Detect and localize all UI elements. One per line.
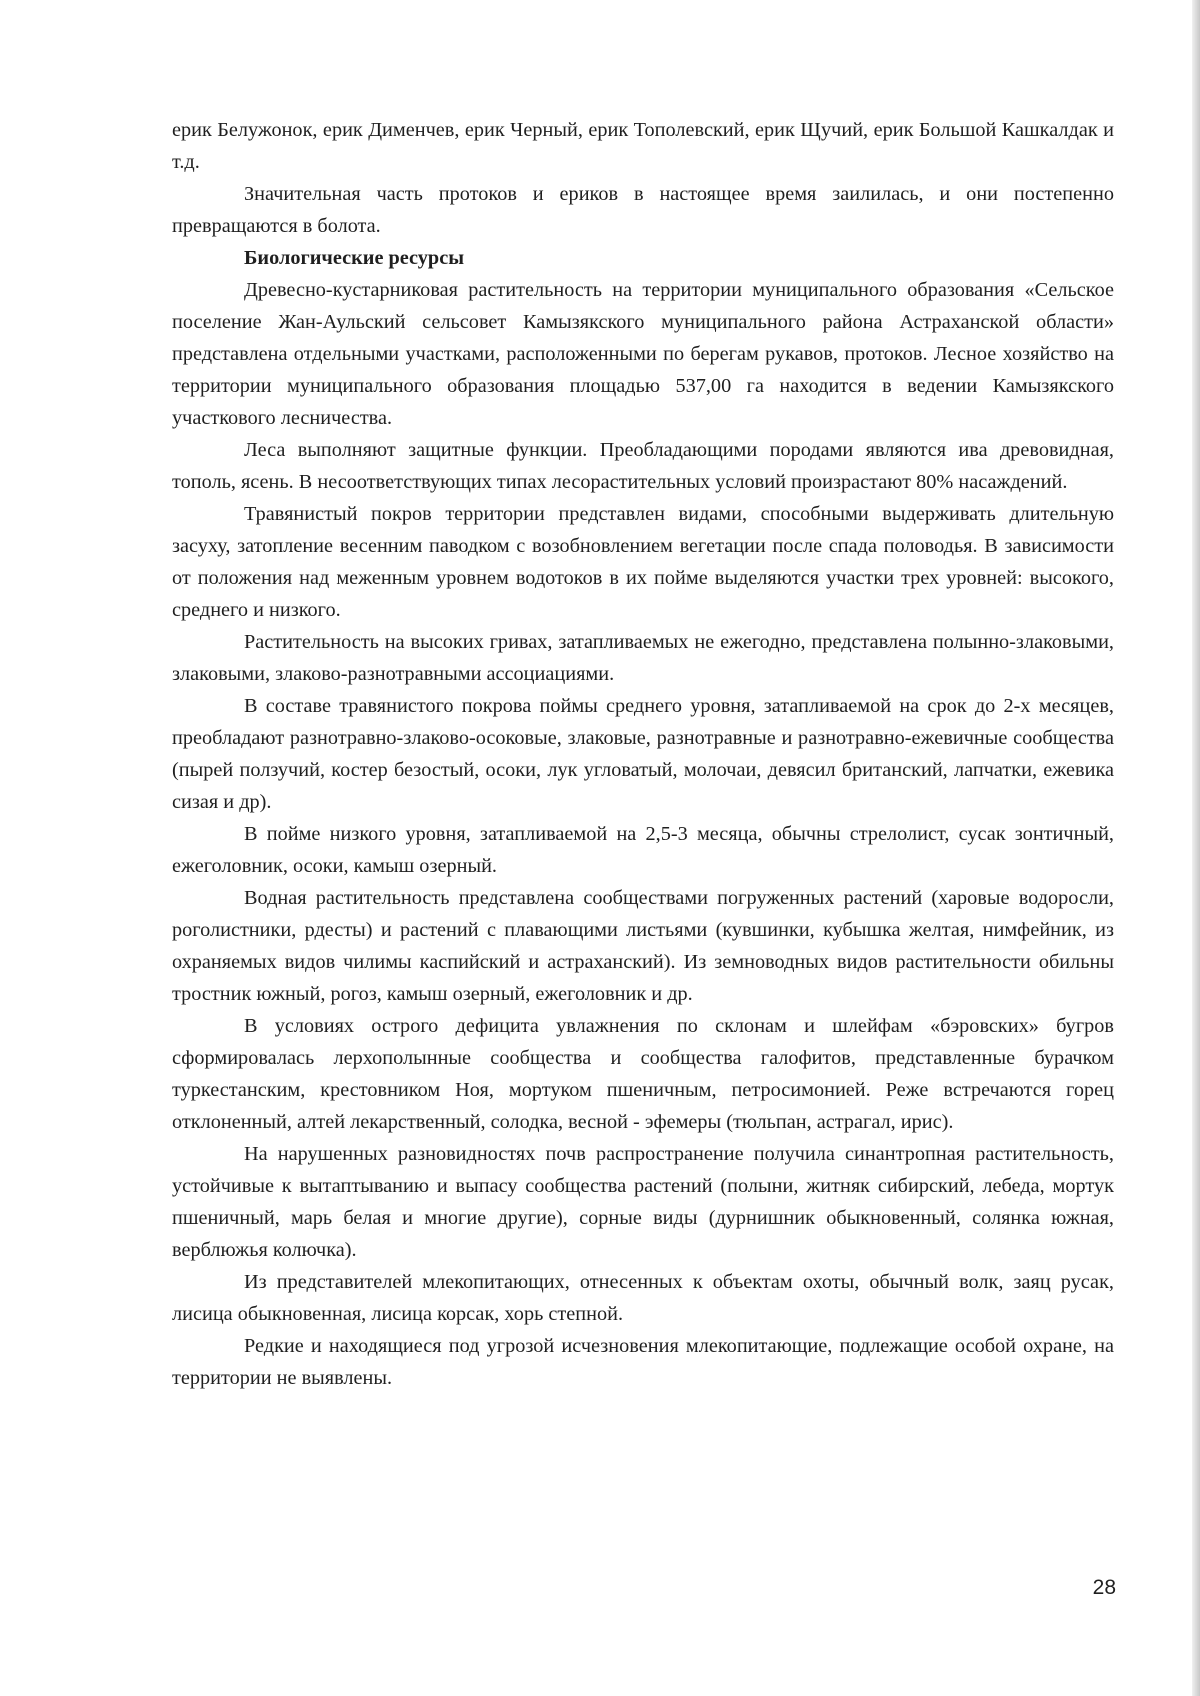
section-heading: Биологические ресурсы	[244, 247, 465, 269]
paragraph-low-floodplain: В пойме низкого уровня, затапливаемой на 2,5-3 месяца, обычны стрелолист, сусак зонтичный, ежеголовник, осоки, камыш озерный.	[172, 823, 1114, 877]
paragraph-woody-vegetation: Древесно-кустарниковая растительность на территории муниципального образования «Сельское поселение Жан-Аульский сельсовет Камызякского муниципального района Астраханской области» представлена отдельными участками, расположенными по берегам рукавов, протоков. Лесное хозяйство на территории муниципального образования площадью 537,00 га находится в ведении Камызякского участкового лесничества.	[172, 279, 1114, 429]
paragraph-dry-slopes: В условиях острого дефицита увлажнения по склонам и шлейфам «бэровских» бугров сформировалась лерхополынные сообщества и сообщества галофитов, представленные бурачком туркестанским, крестовником Ноя, мортуком пшеничным, петросимонией. Реже встречаются горец отклоненный, алтей лекарственный, солодка, весной - эфемеры (тюльпан, астрагал, ирис).	[172, 1015, 1114, 1133]
paragraph-high-ridges: Растительность на высоких гривах, затапливаемых не ежегодно, представлена полынно-злаковыми, злаковыми, злаково-разнотравными ассоциациями.	[172, 631, 1114, 685]
paragraph-continuation: ерик Белужонок, ерик Дименчев, ерик Черный, ерик Тополевский, ерик Щучий, ерик Большой Кашкалдак и т.д.	[172, 119, 1114, 173]
page-edge-shadow	[1192, 0, 1200, 1696]
paragraph-forests: Леса выполняют защитные функции. Преобладающими породами являются ива древовидная, тополь, ясень. В несоответствующих типах лесорастительных условий произрастают 80% насаждений.	[172, 439, 1114, 493]
paragraph-game-mammals: Из представителей млекопитающих, отнесенных к объектам охоты, обычный волк, заяц русак, лисица обыкновенная, лисица корсак, хорь степной.	[172, 1271, 1114, 1325]
paragraph-middle-floodplain: В составе травянистого покрова поймы среднего уровня, затапливаемой на срок до 2-х месяцев, преобладают разнотравно-злаково-осоковые, злаковые, разнотравные и разнотравно-ежевичные сообщества (пырей ползучий, костер безостый, осоки, лук угловатый, молочаи, девясил британский, лапчатки, ежевика сизая и др).	[172, 695, 1114, 813]
paragraph-herbaceous-cover: Травянистый покров территории представлен видами, способными выдерживать длительную засуху, затопление весенним паводком с возобновлением вегетации после спада половодья. В зависимости от положения над меженным уровнем водотоков в их пойме выделяются участки трех уровней: высокого, среднего и низкого.	[172, 503, 1114, 621]
paragraph-disturbed-soils: На нарушенных разновидностях почв распространение получила синантропная растительность, устойчивые к вытаптыванию и выпасу сообщества растений (полыни, житняк сибирский, лебеда, мортук пшеничный, марь белая и многие другие), сорные виды (дурнишник обыкновенный, солянка южная, верблюжья колючка).	[172, 1143, 1114, 1261]
paragraph-silting: Значительная часть протоков и ериков в настоящее время заилилась, и они постепенно превращаются в болота.	[172, 183, 1114, 237]
document-body	[172, 114, 1114, 1394]
page-number: 28	[1092, 1576, 1116, 1599]
paragraph-rare-mammals: Редкие и находящиеся под угрозой исчезновения млекопитающие, подлежащие особой охране, на территории не выявлены.	[172, 1335, 1114, 1389]
paragraph-aquatic-vegetation: Водная растительность представлена сообществами погруженных растений (харовые водоросли, роголистники, рдесты) и растений с плавающими листьями (кувшинки, кубышка желтая, нимфейник, из охраняемых видов чилимы каспийский и астраханский). Из земноводных видов растительности обильны тростник южный, рогоз, камыш озерный, ежеголовник и др.	[172, 887, 1114, 1005]
